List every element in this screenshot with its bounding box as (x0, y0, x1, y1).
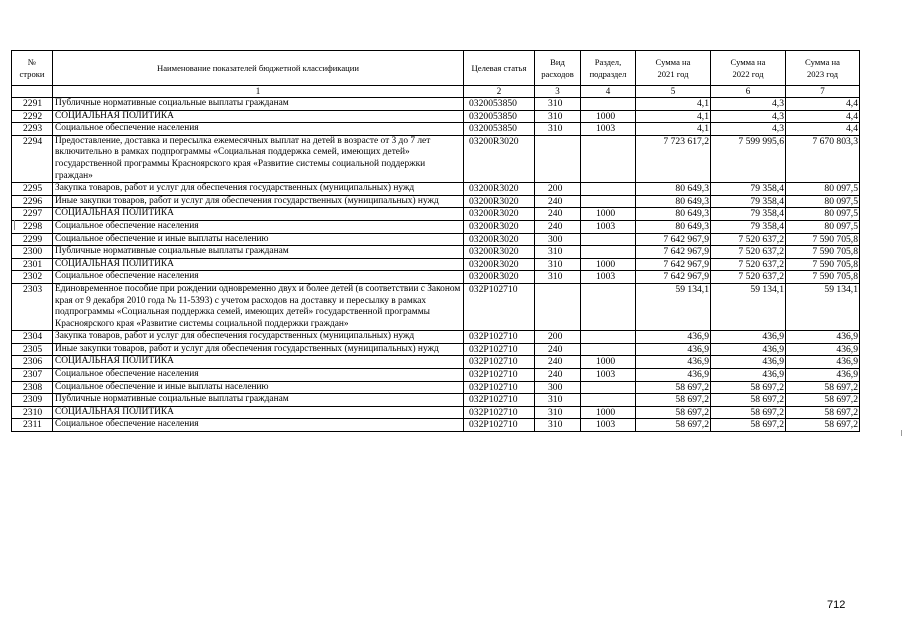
sum-2022-cell: 7 599 995,6 (711, 135, 786, 182)
column-number-cell: 2 (464, 86, 535, 98)
row-number-cell: 2309 (12, 394, 53, 407)
sum-2023-cell: 80 097,5 (786, 195, 860, 208)
sum-2022-cell: 436,9 (711, 343, 786, 356)
target-article-cell: 03200R3020 (464, 208, 535, 221)
header-expense-kind (535, 51, 581, 86)
section-cell (581, 394, 636, 407)
table-row (12, 123, 860, 136)
sum-2021-cell: 59 134,1 (636, 283, 711, 330)
sum-2023-cell: 4,4 (786, 98, 860, 111)
row-number-cell: 2293 (12, 123, 53, 136)
sum-2021-cell: 58 697,2 (636, 394, 711, 407)
expense-kind-cell: 310 (535, 406, 581, 419)
column-numbers-row (12, 86, 860, 98)
section-cell: 1000 (581, 406, 636, 419)
sum-2022-cell: 79 358,4 (711, 220, 786, 233)
header-section (581, 51, 636, 86)
sum-2021-cell: 80 649,3 (636, 183, 711, 196)
sum-2022-cell: 436,9 (711, 356, 786, 369)
row-number-cell: 2303 (12, 283, 53, 330)
section-cell: 1000 (581, 110, 636, 123)
sum-2023-cell: 58 697,2 (786, 419, 860, 432)
section-cell (581, 381, 636, 394)
scan-artifact-mark (14, 220, 15, 230)
indicator-name-cell: СОЦИАЛЬНАЯ ПОЛИТИКА (53, 110, 464, 123)
table-row (12, 394, 860, 407)
header-sum-2021-line2: 2021 год (657, 69, 689, 79)
header-sum-2023-line1: Сумма на (805, 57, 840, 67)
sum-2022-cell: 7 520 637,2 (711, 233, 786, 246)
header-row-number-line1: № (27, 57, 37, 67)
section-cell: 1003 (581, 369, 636, 382)
sum-2022-cell: 7 520 637,2 (711, 258, 786, 271)
sum-2021-cell: 58 697,2 (636, 419, 711, 432)
target-article-cell: 03200R3020 (464, 183, 535, 196)
row-number-cell: 2306 (12, 356, 53, 369)
header-row-number-line2: строки (19, 69, 45, 79)
table-row (12, 135, 860, 182)
section-cell (581, 331, 636, 344)
sum-2022-cell: 59 134,1 (711, 283, 786, 330)
column-number-cell (12, 86, 53, 98)
section-cell (581, 283, 636, 330)
table-row (12, 233, 860, 246)
column-number-cell: 1 (53, 86, 464, 98)
header-expense-kind-line1: Вид (550, 57, 565, 67)
indicator-name-cell: Социальное обеспечение и иные выплаты населению (53, 381, 464, 394)
header-sum-2023 (786, 51, 860, 86)
sum-2022-cell: 7 520 637,2 (711, 271, 786, 284)
indicator-name-cell: Социальное обеспечение и иные выплаты населению (53, 233, 464, 246)
indicator-name-cell: Предоставление, доставка и пересылка ежемесячных выплат на детей в возрасте от 3 до 7 лет включительно в рамках подпрограммы «Социальная поддержка семей, имеющих детей» государственной программы Красноярского края «Развитие системы социальной поддержки граждан» (53, 135, 464, 182)
target-article-cell: 03200R3020 (464, 233, 535, 246)
section-cell (581, 135, 636, 182)
header-sum-2022 (711, 51, 786, 86)
header-expense-kind-line2: расходов (541, 69, 574, 79)
section-cell: 1000 (581, 258, 636, 271)
row-number-cell: 2297 (12, 208, 53, 221)
target-article-cell: 032P102710 (464, 369, 535, 382)
indicator-name-cell: Единовременное пособие при рождении одновременно двух и более детей (в соответствии с Законом края от 9 декабря 2010 года № 11-5393) с учетом расходов на доставку и пересылку в рамках подпрограммы «Социальная поддержка семей, имеющих детей» государственной программы Красноярского края «Развитие системы социальной поддержки граждан» (53, 283, 464, 330)
sum-2021-cell: 58 697,2 (636, 406, 711, 419)
indicator-name-cell: Публичные нормативные социальные выплаты гражданам (53, 246, 464, 259)
sum-2022-cell: 58 697,2 (711, 381, 786, 394)
expense-kind-cell: 240 (535, 369, 581, 382)
sum-2022-cell: 4,3 (711, 110, 786, 123)
column-number-cell: 7 (786, 86, 860, 98)
row-number-cell: 2300 (12, 246, 53, 259)
table-row (12, 356, 860, 369)
section-cell: 1000 (581, 356, 636, 369)
sum-2022-cell: 79 358,4 (711, 183, 786, 196)
expense-kind-cell: 310 (535, 258, 581, 271)
target-article-cell: 03200R3020 (464, 195, 535, 208)
expense-kind-cell: 310 (535, 246, 581, 259)
table-row (12, 246, 860, 259)
row-number-cell: 2296 (12, 195, 53, 208)
sum-2023-cell: 7 590 705,8 (786, 233, 860, 246)
expense-kind-cell: 300 (535, 233, 581, 246)
indicator-name-cell: Публичные нормативные социальные выплаты гражданам (53, 98, 464, 111)
table-header (12, 51, 860, 98)
sum-2023-cell: 4,4 (786, 110, 860, 123)
sum-2021-cell: 4,1 (636, 110, 711, 123)
table-row (12, 208, 860, 221)
expense-kind-cell: 200 (535, 331, 581, 344)
sum-2023-cell: 7 590 705,8 (786, 258, 860, 271)
row-number-cell: 2291 (12, 98, 53, 111)
sum-2023-cell: 58 697,2 (786, 381, 860, 394)
header-row-number (12, 51, 53, 86)
table-row (12, 98, 860, 111)
header-target-article: Целевая статья (464, 51, 535, 86)
table-row (12, 220, 860, 233)
target-article-cell: 032P102710 (464, 419, 535, 432)
sum-2023-cell: 7 670 803,3 (786, 135, 860, 182)
row-number-cell: 2304 (12, 331, 53, 344)
row-number-cell: 2302 (12, 271, 53, 284)
target-article-cell: 032P102710 (464, 381, 535, 394)
sum-2021-cell: 436,9 (636, 369, 711, 382)
sum-2023-cell: 7 590 705,8 (786, 271, 860, 284)
sum-2023-cell: 80 097,5 (786, 208, 860, 221)
indicator-name-cell: Социальное обеспечение населения (53, 220, 464, 233)
sum-2021-cell: 436,9 (636, 331, 711, 344)
table-body (12, 98, 860, 432)
sum-2023-cell: 59 134,1 (786, 283, 860, 330)
row-number-cell: 2305 (12, 343, 53, 356)
sum-2021-cell: 7 642 967,9 (636, 271, 711, 284)
table-row (12, 110, 860, 123)
section-cell: 1000 (581, 208, 636, 221)
expense-kind-cell: 240 (535, 208, 581, 221)
header-section-line2: подраздел (589, 69, 627, 79)
header-sum-2022-line2: 2022 год (732, 69, 764, 79)
indicator-name-cell: Социальное обеспечение населения (53, 123, 464, 136)
target-article-cell: 0320053850 (464, 98, 535, 111)
sum-2023-cell: 436,9 (786, 331, 860, 344)
section-cell (581, 98, 636, 111)
sum-2022-cell: 79 358,4 (711, 195, 786, 208)
table-row (12, 271, 860, 284)
target-article-cell: 0320053850 (464, 110, 535, 123)
expense-kind-cell (535, 283, 581, 330)
row-number-cell: 2295 (12, 183, 53, 196)
sum-2021-cell: 7 723 617,2 (636, 135, 711, 182)
row-number-cell: 2298 (12, 220, 53, 233)
sum-2022-cell: 7 520 637,2 (711, 246, 786, 259)
table-row (12, 183, 860, 196)
header-sum-2023-line2: 2023 год (806, 69, 839, 79)
expense-kind-cell: 240 (535, 356, 581, 369)
expense-kind-cell: 310 (535, 271, 581, 284)
section-cell (581, 183, 636, 196)
budget-classification-table (11, 50, 860, 432)
indicator-name-cell: Социальное обеспечение населения (53, 369, 464, 382)
expense-kind-cell: 240 (535, 220, 581, 233)
target-article-cell: 03200R3020 (464, 258, 535, 271)
target-article-cell: 03200R3020 (464, 271, 535, 284)
expense-kind-cell: 310 (535, 419, 581, 432)
sum-2023-cell: 436,9 (786, 343, 860, 356)
table-row (12, 369, 860, 382)
indicator-name-cell: Иные закупки товаров, работ и услуг для обеспечения государственных (муниципальных) нужд (53, 343, 464, 356)
section-cell: 1003 (581, 220, 636, 233)
table-row (12, 283, 860, 330)
row-number-cell: 2301 (12, 258, 53, 271)
sum-2021-cell: 80 649,3 (636, 220, 711, 233)
sum-2022-cell: 4,3 (711, 98, 786, 111)
table-row (12, 406, 860, 419)
sum-2023-cell: 80 097,5 (786, 220, 860, 233)
sum-2021-cell: 80 649,3 (636, 208, 711, 221)
sum-2021-cell: 4,1 (636, 123, 711, 136)
section-cell: 1003 (581, 271, 636, 284)
indicator-name-cell: Социальное обеспечение населения (53, 419, 464, 432)
target-article-cell: 03200R3020 (464, 246, 535, 259)
indicator-name-cell: СОЦИАЛЬНАЯ ПОЛИТИКА (53, 208, 464, 221)
expense-kind-cell: 240 (535, 195, 581, 208)
sum-2022-cell: 79 358,4 (711, 208, 786, 221)
row-number-cell: 2299 (12, 233, 53, 246)
sum-2021-cell: 436,9 (636, 343, 711, 356)
expense-kind-cell: 310 (535, 110, 581, 123)
table-row (12, 419, 860, 432)
page-number: 712 (827, 599, 846, 611)
target-article-cell: 032P102710 (464, 343, 535, 356)
sum-2022-cell: 58 697,2 (711, 419, 786, 432)
row-number-cell: 2292 (12, 110, 53, 123)
indicator-name-cell: Закупка товаров, работ и услуг для обеспечения государственных (муниципальных) нужд (53, 331, 464, 344)
header-sum-2021 (636, 51, 711, 86)
sum-2022-cell: 436,9 (711, 369, 786, 382)
table-row (12, 195, 860, 208)
sum-2021-cell: 7 642 967,9 (636, 258, 711, 271)
scan-artifact-mark (901, 430, 902, 436)
sum-2021-cell: 7 642 967,9 (636, 246, 711, 259)
sum-2023-cell: 4,4 (786, 123, 860, 136)
header-sum-2021-line1: Сумма на (655, 57, 691, 67)
sum-2023-cell: 436,9 (786, 356, 860, 369)
expense-kind-cell: 310 (535, 394, 581, 407)
column-number-cell: 4 (581, 86, 636, 98)
indicator-name-cell: Закупка товаров, работ и услуг для обеспечения государственных (муниципальных) нужд (53, 183, 464, 196)
section-cell (581, 195, 636, 208)
sum-2021-cell: 7 642 967,9 (636, 233, 711, 246)
sum-2021-cell: 4,1 (636, 98, 711, 111)
target-article-cell: 032P102710 (464, 406, 535, 419)
sum-2023-cell: 80 097,5 (786, 183, 860, 196)
sum-2022-cell: 4,3 (711, 123, 786, 136)
target-article-cell: 0320053850 (464, 123, 535, 136)
sum-2023-cell: 436,9 (786, 369, 860, 382)
expense-kind-cell (535, 135, 581, 182)
indicator-name-cell: Иные закупки товаров, работ и услуг для обеспечения государственных (муниципальных) нужд (53, 195, 464, 208)
expense-kind-cell: 200 (535, 183, 581, 196)
target-article-cell: 03200R3020 (464, 135, 535, 182)
table-row (12, 331, 860, 344)
section-cell (581, 343, 636, 356)
header-sum-2022-line1: Сумма на (730, 57, 766, 67)
header-row (12, 51, 860, 86)
section-cell (581, 246, 636, 259)
table-row (12, 343, 860, 356)
table-row (12, 258, 860, 271)
sum-2021-cell: 80 649,3 (636, 195, 711, 208)
column-number-cell: 6 (711, 86, 786, 98)
target-article-cell: 032P102710 (464, 283, 535, 330)
row-number-cell: 2310 (12, 406, 53, 419)
section-cell (581, 233, 636, 246)
row-number-cell: 2311 (12, 419, 53, 432)
expense-kind-cell: 310 (535, 98, 581, 111)
row-number-cell: 2307 (12, 369, 53, 382)
target-article-cell: 032P102710 (464, 331, 535, 344)
table-row (12, 381, 860, 394)
indicator-name-cell: Социальное обеспечение населения (53, 271, 464, 284)
sum-2023-cell: 58 697,2 (786, 406, 860, 419)
indicator-name-cell: СОЦИАЛЬНАЯ ПОЛИТИКА (53, 356, 464, 369)
section-cell: 1003 (581, 123, 636, 136)
row-number-cell: 2294 (12, 135, 53, 182)
target-article-cell: 032P102710 (464, 394, 535, 407)
sum-2021-cell: 436,9 (636, 356, 711, 369)
row-number-cell: 2308 (12, 381, 53, 394)
sum-2022-cell: 58 697,2 (711, 406, 786, 419)
target-article-cell: 032P102710 (464, 356, 535, 369)
header-name: Наименование показателей бюджетной классификации (53, 51, 464, 86)
sum-2021-cell: 58 697,2 (636, 381, 711, 394)
sum-2023-cell: 7 590 705,8 (786, 246, 860, 259)
column-number-cell: 5 (636, 86, 711, 98)
sum-2022-cell: 58 697,2 (711, 394, 786, 407)
sum-2022-cell: 436,9 (711, 331, 786, 344)
target-article-cell: 03200R3020 (464, 220, 535, 233)
expense-kind-cell: 240 (535, 343, 581, 356)
expense-kind-cell: 310 (535, 123, 581, 136)
indicator-name-cell: СОЦИАЛЬНАЯ ПОЛИТИКА (53, 406, 464, 419)
sum-2023-cell: 58 697,2 (786, 394, 860, 407)
header-section-line1: Раздел, (594, 57, 622, 67)
indicator-name-cell: СОЦИАЛЬНАЯ ПОЛИТИКА (53, 258, 464, 271)
section-cell: 1003 (581, 419, 636, 432)
expense-kind-cell: 300 (535, 381, 581, 394)
indicator-name-cell: Публичные нормативные социальные выплаты гражданам (53, 394, 464, 407)
column-number-cell: 3 (535, 86, 581, 98)
